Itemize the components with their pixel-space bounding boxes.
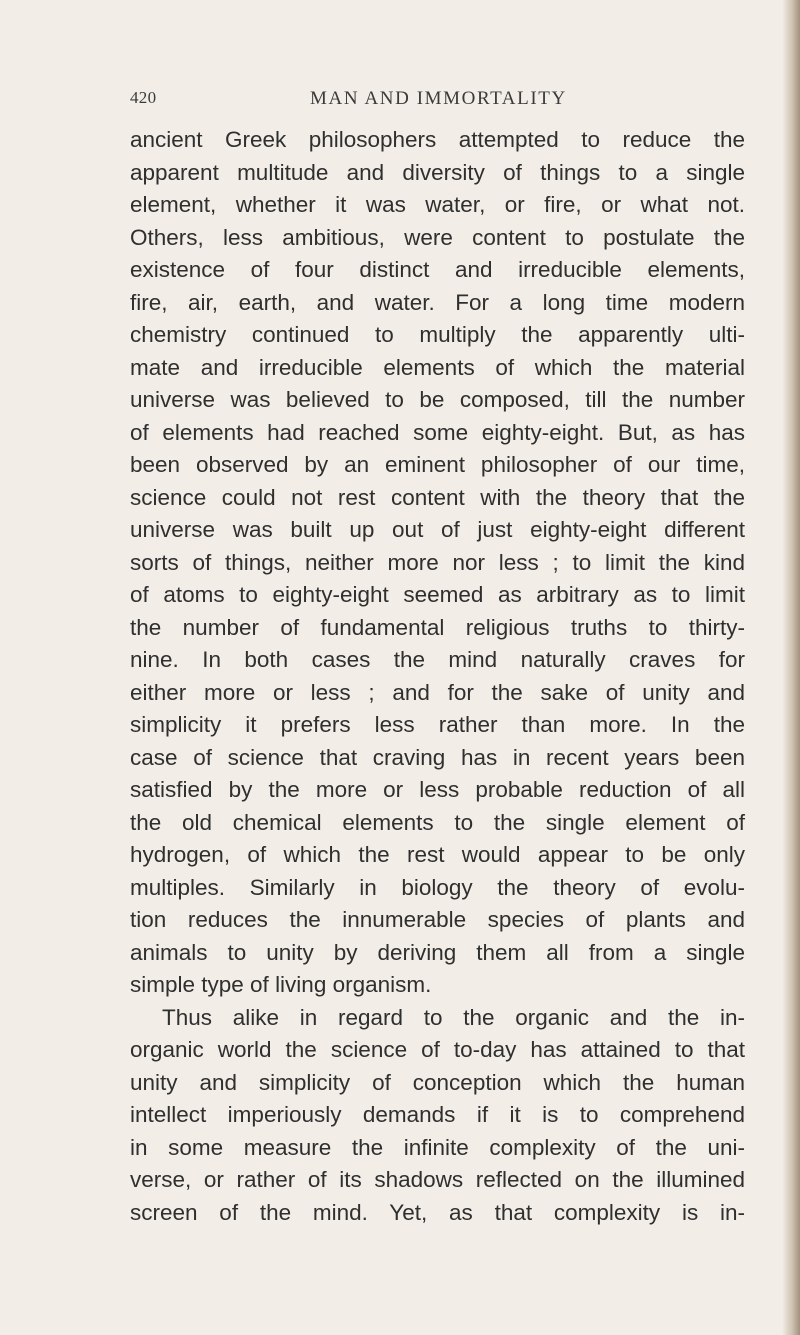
text-line: of elements had reached some eighty-eight. But, as has [130,419,745,445]
text-line: unity and simplicity of conception which the human [130,1069,745,1095]
paragraph-start-line: Thus alike in regard to the organic and the in- [162,1004,745,1030]
running-head [130,88,740,116]
text-line: ancient Greek philosophers attempted to reduce the [130,127,745,152]
text-line: organic world the science of to-day has attained to that [130,1037,745,1062]
text-line: screen of the mind. Yet, as that complexity is in- [130,1199,745,1225]
text-line: the number of fundamental religious truths to thirty- [130,614,745,640]
body-text [130,124,745,1229]
text-line: chemistry continued to multiply the apparently ulti- [130,322,745,347]
text-line: existence of four distinct and irreducible elements, [130,257,745,282]
text-line: fire, air, earth, and water. For a long time modern [130,289,745,315]
text-line: intellect imperiously demands if it is to comprehend [130,1102,745,1127]
text-line: science could not rest content with the theory that the [130,484,745,510]
paragraph-end-line: simple type of living organism. [130,972,432,997]
text-line: universe was believed to be composed, till the number [130,387,745,412]
text-line: universe was built up out of just eighty-eight different [130,517,745,542]
text-line: either more or less ; and for the sake of unity and [130,679,745,705]
page-edge-shadow [782,0,800,1335]
text-line: nine. In both cases the mind naturally craves for [130,647,745,672]
text-line: tion reduces the innumerable species of plants and [130,907,745,932]
text-line: in some measure the infinite complexity of the uni- [130,1134,745,1160]
text-line: verse, or rather of its shadows reflected on the illumined [130,1167,745,1192]
text-line: simplicity it prefers less rather than more. In the [130,712,745,737]
text-line: satisfied by the more or less probable reduction of all [130,777,745,802]
text-line: animals to unity by deriving them all from a single [130,939,745,965]
text-line: of atoms to eighty-eight seemed as arbitrary as to limit [130,582,745,607]
text-line: apparent multitude and diversity of things to a single [130,159,745,185]
text-line: multiples. Similarly in biology the theory of evolu- [130,874,745,900]
text-line: case of science that craving has in recent years been [130,744,745,770]
text-line: element, whether it was water, or fire, or what not. [130,192,745,217]
text-line: the old chemical elements to the single element of [130,809,745,835]
running-title: MAN AND IMMORTALITY [310,88,567,109]
text-line: sorts of things, neither more nor less ; to limit the kind [130,549,745,575]
page-number: 420 [130,88,157,107]
text-line: hydrogen, of which the rest would appear to be only [130,842,745,867]
text-line: Others, less ambitious, were content to postulate the [130,224,745,250]
text-line: been observed by an eminent philosopher of our time, [130,452,745,477]
text-line: mate and irreducible elements of which the material [130,354,745,380]
